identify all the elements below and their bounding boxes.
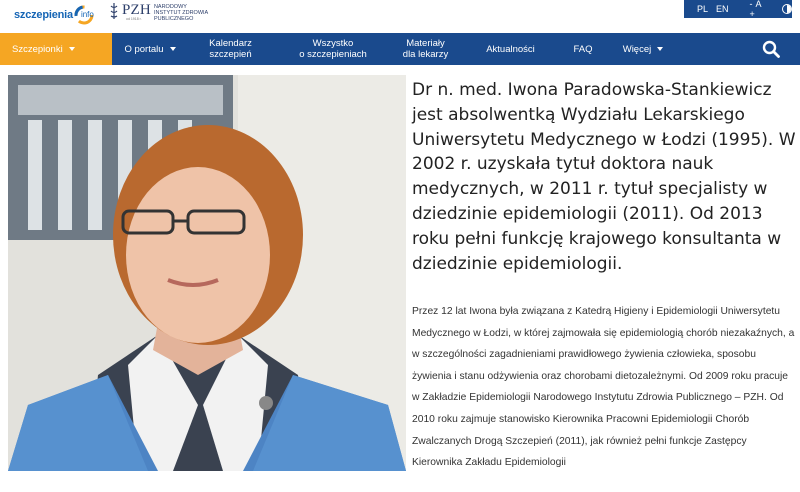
nav-item-label: O portalu (124, 43, 164, 55)
nav-item-o-portalu[interactable] (112, 33, 188, 65)
nav-item-label: Więcej (622, 43, 652, 55)
nav-item-materialy[interactable] (393, 33, 458, 65)
logo-ring-icon (74, 5, 94, 25)
nav-item-wszystko[interactable] (273, 33, 393, 65)
search-button[interactable] (750, 33, 792, 65)
nav-item-label: FAQ (573, 43, 593, 55)
pzh-emblem-icon (108, 2, 120, 20)
nav-label-line1: Materiały (406, 38, 445, 49)
pzh-since: od 1918 r. (126, 17, 142, 21)
lang-en-link[interactable]: EN (716, 4, 729, 14)
nav-item-label: Aktualności (486, 43, 535, 55)
portrait-photo (8, 75, 406, 471)
article-lead: Dr n. med. Iwona Paradowska-Stankiewicz jest absolwentką Wydziału Lekarskiego Uniwersytetu Medycznego w Łodzi (1995). W 2002 r. uzyskała tytuł doktora nauk medycznych, w 2011 r. tytuł specjalisty w dziedzinie epidemiologii (2011). Od 2013 roku pełni funkcję krajowego konsultanta w dziedzinie epidemiologii. (412, 80, 796, 274)
portrait-illustration (8, 75, 406, 471)
pzh-title: PZH (122, 2, 151, 18)
szczepienia-info-logo[interactable] (14, 4, 94, 26)
search-icon (762, 40, 780, 58)
main-nav (0, 33, 800, 65)
pzh-logo[interactable] (108, 2, 212, 22)
contrast-icon[interactable] (782, 4, 792, 14)
nav-item-szczepionki[interactable] (0, 33, 112, 65)
logo-suffix: info (80, 10, 94, 19)
site-header (0, 0, 800, 33)
article-body: Przez 12 lat Iwona była związana z Katedrą Higieny i Epidemiologii Uniwersytetu Medycznego w Łodzi, w której zajmowała się epidemiologią chorób niezakaźnych, a w szczególności zagadnieniami prawidłowego żywienia człowieka, sposobu żywienia i stanu odżywienia oraz chorobami dietozależnymi. Od 2009 roku pracuje w Zakładzie Epidemiologii Narodowego Instytutu Zdrowia Publicznego – PZH. Od 2010 roku zajmuje stanowisko Kierownika Pracowni Epidemiologii Chorób Zwalczanych Drogą Szczepień (2011), jak również pełni funkcje Zastępcy Kierownika Zakładu Epidemiologii (412, 306, 795, 469)
nav-item-label (209, 38, 252, 60)
nav-item-label (299, 38, 367, 60)
chevron-down-icon (657, 47, 663, 51)
nav-label-line2: o szczepieniach (299, 49, 367, 60)
chevron-down-icon (69, 47, 75, 51)
logo-text: szczepienia (14, 9, 73, 21)
utility-bar (684, 0, 792, 18)
nav-item-label: Szczepionki (12, 43, 63, 55)
nav-item-label (403, 38, 448, 60)
pzh-subtitle: NARODOWY INSTYTUT ZDROWIA PUBLICZNEGO (153, 4, 208, 22)
nav-label-line2: szczepień (209, 49, 252, 60)
lang-pl-link[interactable]: PL (697, 4, 709, 14)
nav-item-faq[interactable] (563, 33, 603, 65)
nav-item-wiecej[interactable] (603, 33, 683, 65)
nav-item-kalendarz[interactable] (188, 33, 273, 65)
font-size-control[interactable]: - A + (749, 0, 762, 19)
chevron-down-icon (170, 47, 176, 51)
nav-label-line1: Kalendarz (209, 38, 252, 49)
nav-item-aktualnosci[interactable] (458, 33, 563, 65)
nav-label-line1: Wszystko (312, 38, 354, 49)
nav-label-line2: dla lekarzy (402, 49, 449, 60)
